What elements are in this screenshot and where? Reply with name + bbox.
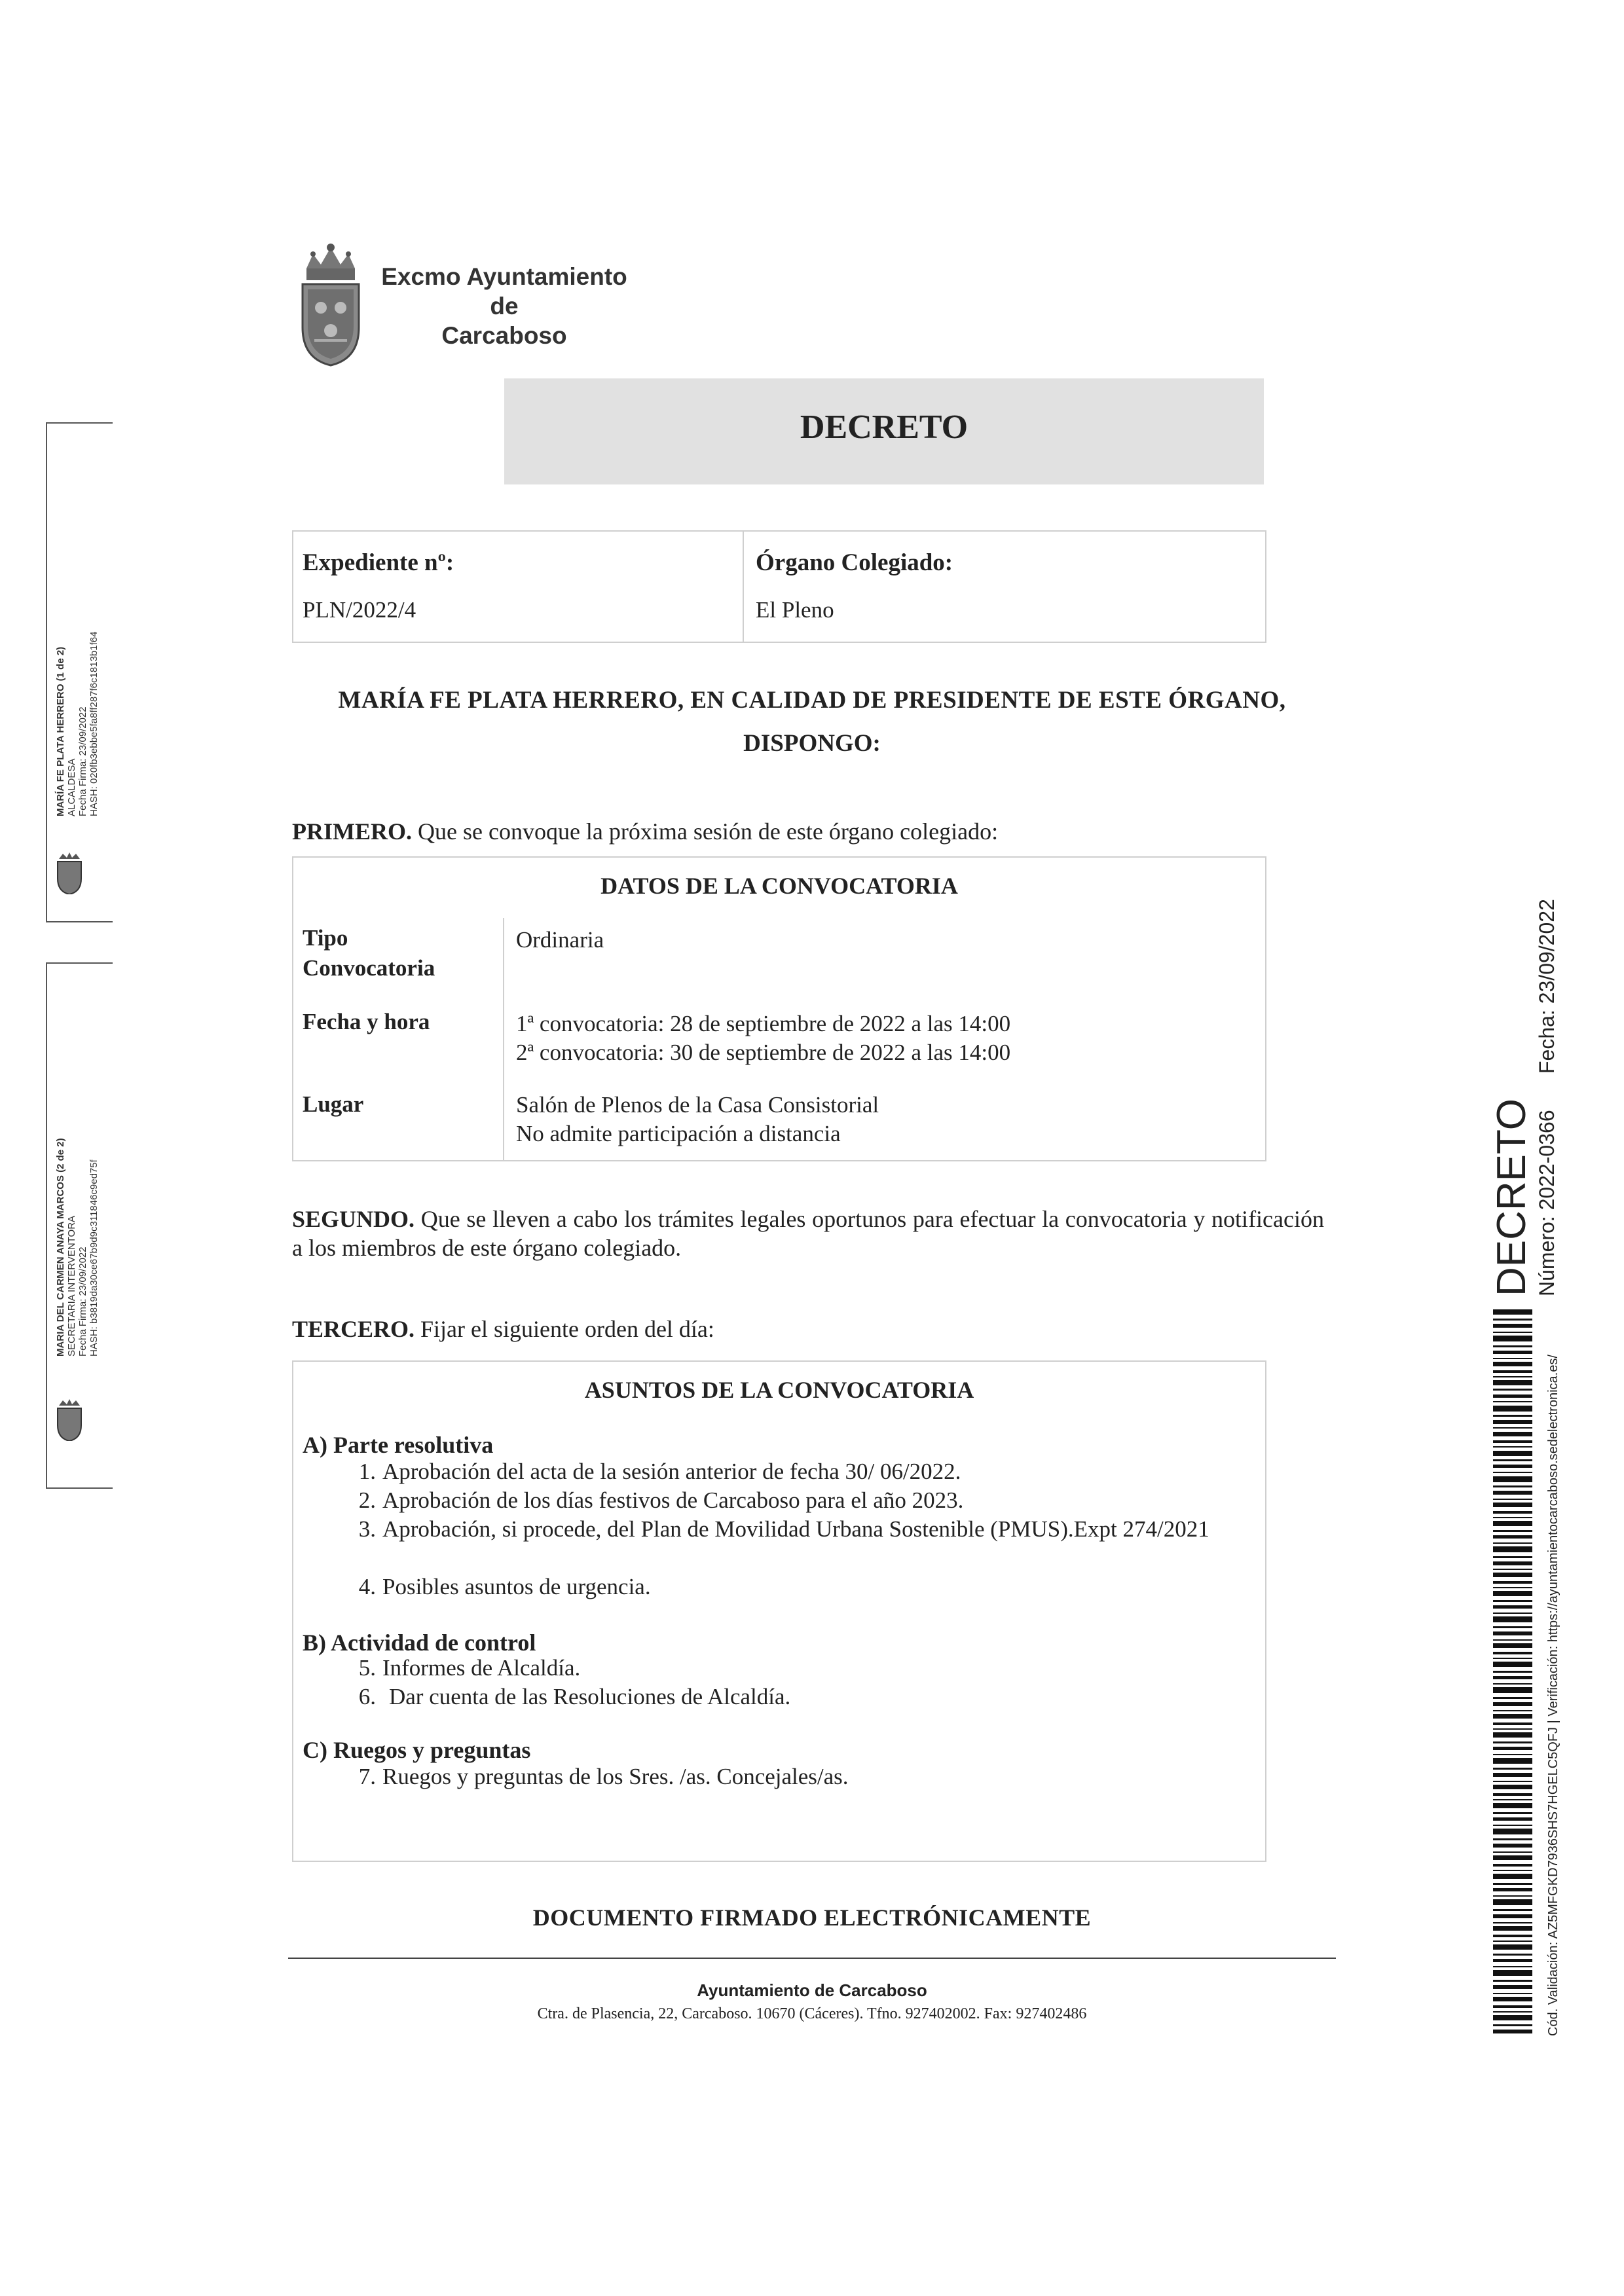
signature-text-1 [55, 632, 100, 816]
signature-box-1 [46, 422, 113, 922]
seal-icon [55, 852, 84, 894]
stamp-validation-text: Cód. Validación: AZ5MFGKD7936SHS7HGELC5QFJ | Verificación: https://ayuntamientocarcaboso.sedelectronica.es/ [1546, 1355, 1560, 2036]
item-text: Aprobación de los días festivos de Carcaboso para el año 2023. [382, 1487, 964, 1513]
tercero-text: Fijar el siguiente orden del día: [420, 1316, 714, 1342]
item-number: 6. [358, 1684, 376, 1709]
primero-label: PRIMERO. [292, 818, 412, 845]
header-line-1: Excmo Ayuntamiento [381, 263, 627, 290]
list-item [293, 1573, 1263, 1601]
convocatoria-title: DATOS DE LA CONVOCATORIA [600, 873, 958, 899]
signed-note: DOCUMENTO FIRMADO ELECTRÓNICAMENTE [532, 1904, 1092, 1931]
tipo-value: Ordinaria [516, 927, 604, 953]
signer-role: ALCALDESA [66, 758, 77, 816]
stamp-number: Número: 2022-0366 [1535, 1110, 1559, 1296]
list-item [293, 1515, 1263, 1573]
item-text: Dar cuenta de las Resoluciones de Alcaldía. [389, 1684, 791, 1709]
stamp-date: Fecha: 23/09/2022 [1535, 899, 1559, 1074]
fecha-label: Fecha y hora [303, 1009, 430, 1034]
item-number: 7. [358, 1764, 376, 1789]
section-b-heading: B) Actividad de control [303, 1630, 536, 1656]
municipal-header [288, 242, 747, 373]
expediente-table [292, 530, 1266, 643]
organo-value: El Pleno [756, 597, 834, 623]
lugar-label: Lugar [303, 1091, 364, 1117]
signer-name: MARÍA FE PLATA HERRERO (1 de 2) [55, 646, 66, 816]
signer-hash: HASH: b3819da30ce67b9d9c311846c9ed75f [88, 1159, 100, 1357]
organo-label: Órgano Colegiado: [756, 549, 953, 576]
lugar-line-1: Salón de Plenos de la Casa Consistorial [516, 1092, 879, 1118]
primero-paragraph [292, 817, 1340, 846]
list-item [293, 1654, 1263, 1683]
table-divider [743, 532, 744, 642]
title-band [504, 378, 1264, 484]
segundo-label: SEGUNDO. [292, 1206, 415, 1232]
expediente-label: Expediente nº: [303, 549, 454, 576]
tercero-paragraph [292, 1315, 1340, 1343]
header-line-3: Carcaboso [441, 322, 567, 349]
stamp-doc-type: DECRETO [1489, 1098, 1534, 1296]
item-text: Ruegos y preguntas de los Sres. /as. Concejales/as. [382, 1764, 849, 1789]
lugar-line-2: No admite participación a distancia [516, 1121, 841, 1146]
item-text: Aprobación del acta de la sesión anterior de fecha 30/ 06/2022. [382, 1459, 961, 1484]
validation-stamp [1467, 899, 1585, 2043]
table-divider [503, 918, 504, 1160]
signature-box-2 [46, 962, 113, 1489]
footer-address: Ctra. de Plasencia, 22, Carcaboso. 10670 (Cáceres). Tfno. 927402002. Fax: 927402486 [537, 2005, 1087, 2022]
signature-text-2 [55, 1138, 100, 1357]
item-text: Aprobación, si procede, del Plan de Movilidad Urbana Sostenible (PMUS).Expt 274/2021 [382, 1516, 1209, 1542]
convocatoria-table [292, 856, 1266, 1161]
fecha-line-1: 1ª convocatoria: 28 de septiembre de 2022 a las 14:00 [516, 1011, 1011, 1036]
signer-name: MARIA DEL CARMEN ANAYA MARCOS (2 de 2) [55, 1138, 66, 1357]
resolution-heading: MARÍA FE PLATA HERRERO, EN CALIDAD DE PRESIDENTE DE ESTE ÓRGANO, [338, 687, 1286, 714]
dispongo-heading: DISPONGO: [743, 730, 881, 757]
barcode-icon [1493, 1309, 1532, 2036]
list-item [293, 1762, 1263, 1791]
section-c-heading: C) Ruegos y preguntas [303, 1737, 531, 1763]
segundo-paragraph [292, 1205, 1324, 1262]
list-item [293, 1457, 1263, 1486]
document-title: DECRETO [800, 409, 969, 446]
signer-role: SECRETARIA INTERVENTORA [66, 1215, 77, 1357]
fecha-line-2: 2ª convocatoria: 30 de septiembre de 2022 a las 14:00 [516, 1040, 1011, 1065]
item-number: 1. [358, 1459, 376, 1484]
section-a-heading: A) Parte resolutiva [303, 1432, 494, 1458]
asuntos-table [292, 1360, 1266, 1862]
item-text: Informes de Alcaldía. [382, 1655, 581, 1681]
primero-text: Que se convoque la próxima sesión de este órgano colegiado: [418, 818, 999, 845]
footer-divider [288, 1958, 1336, 1959]
segundo-text: Que se lleven a cabo los trámites legales oportunos para efectuar la convocatoria y notificación a los miembros de este órgano colegiado. [292, 1206, 1324, 1261]
item-number: 3. [358, 1516, 376, 1542]
municipality-name [354, 262, 655, 350]
footer-name: Ayuntamiento de Carcaboso [697, 1980, 927, 2000]
signer-date: Fecha Firma: 23/09/2022 [77, 706, 88, 816]
tercero-label: TERCERO. [292, 1316, 415, 1342]
item-text: Posibles asuntos de urgencia. [382, 1574, 651, 1599]
signer-hash: HASH: 020fb3ebbe5fa8ff287f6c1813b1f64 [88, 631, 100, 816]
tipo-label: Tipo Convocatoria [303, 925, 435, 981]
asuntos-title: ASUNTOS DE LA CONVOCATORIA [584, 1377, 974, 1403]
list-item [293, 1486, 1263, 1515]
expediente-value: PLN/2022/4 [303, 597, 416, 623]
item-number: 5. [358, 1655, 376, 1681]
seal-icon [55, 1399, 84, 1441]
signer-date: Fecha Firma: 23/09/2022 [77, 1247, 88, 1357]
header-line-2: de [490, 293, 519, 319]
item-number: 4. [358, 1574, 376, 1599]
list-item [293, 1683, 1263, 1711]
item-number: 2. [358, 1487, 376, 1513]
